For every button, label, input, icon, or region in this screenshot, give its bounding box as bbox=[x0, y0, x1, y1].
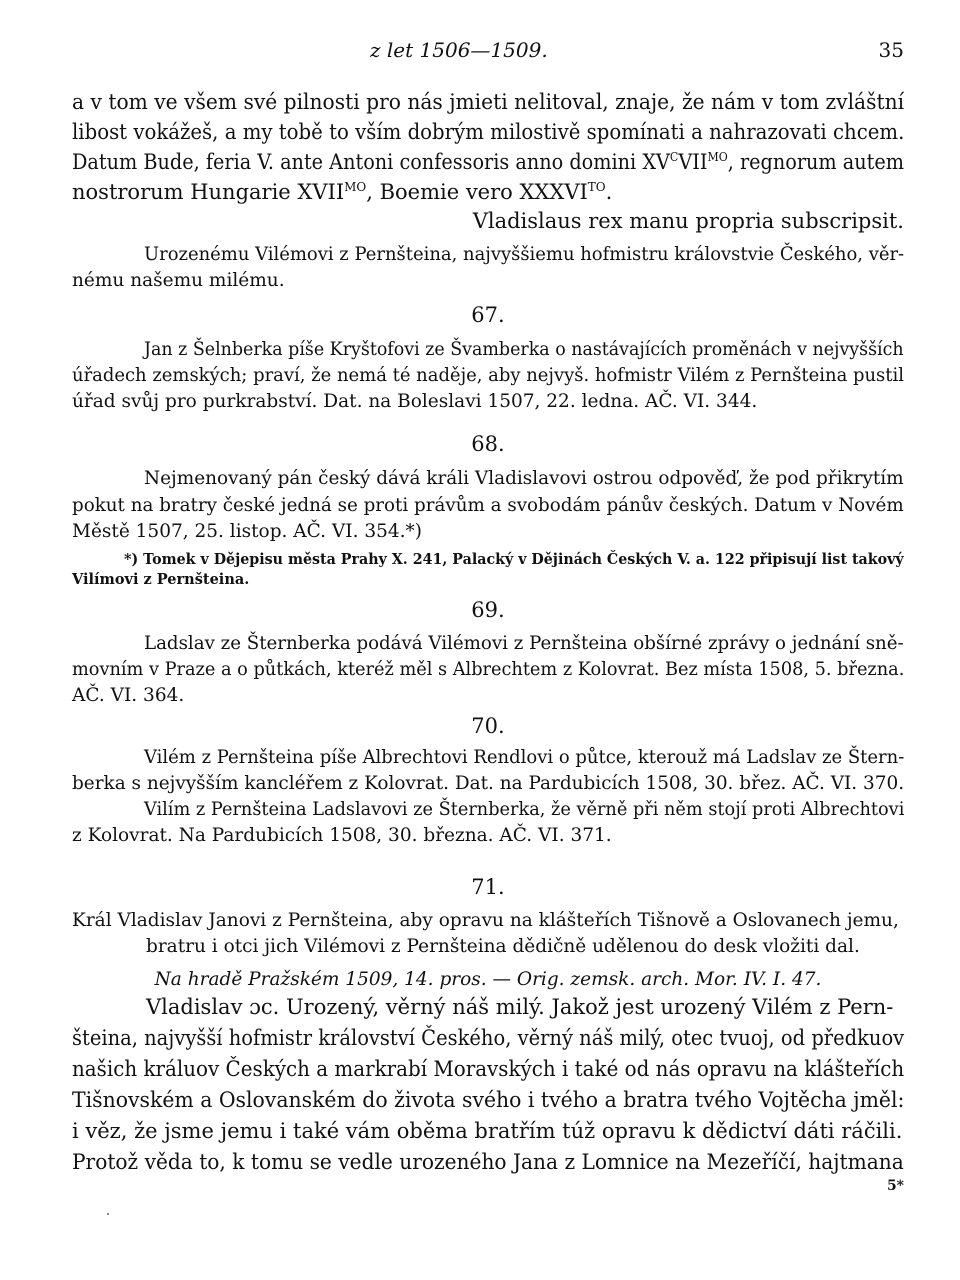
source-line: Na hradě Pražském 1509, 14. pros. — Orig. zemsk. arch. Mor. IV. I. 47. bbox=[154, 969, 822, 990]
letter-line: i věz, že jsme jemu i také vám oběma bratřím túž opravu k dědictví dáti ráčili. bbox=[72, 1119, 903, 1143]
text-run: . bbox=[605, 180, 613, 204]
summary-line: berka s nejvyšším kancléřem z Kolovrat. Dat. na Pardubicích 1508, 30. břez. AČ. VI. 370. bbox=[72, 773, 905, 794]
summary-line: úřad svůj pro purkrabství. Dat. na Boleslavi 1507, 22. ledna. AČ. VI. 344. bbox=[72, 391, 758, 412]
paragraph-line bbox=[72, 178, 904, 206]
running-title: z let 1506—1509. bbox=[370, 38, 548, 62]
letter-line: Vladislav ɔc. Urozený, věrný náš milý. Jakož jest urozený Vilém z Pern- bbox=[146, 995, 894, 1019]
superscript: C bbox=[669, 150, 679, 164]
page-number: 35 bbox=[878, 38, 904, 62]
superscript: TO bbox=[587, 180, 606, 194]
text-run: , regnorum autem bbox=[727, 150, 905, 174]
address-line: Urozenému Vilémovi z Pernšteina, najvyššiemu hofmistru královstvie Českého, věr- bbox=[144, 244, 905, 265]
address-line: nému našemu milému. bbox=[72, 270, 285, 291]
paragraph-line: libost vokážeš, a my tobě to vším dobrým milostivě spomínati a nahrazovati chcem. bbox=[72, 120, 905, 144]
summary-line: z Kolovrat. Na Pardubicích 1508, 30. března. AČ. VI. 371. bbox=[72, 825, 612, 846]
text-run: Datum Bude, feria V. ante Antoni confessoris anno domini XV bbox=[72, 150, 670, 174]
summary-line: movním v Praze a o půtkách, kteréž měl s Albrechtem z Kolovrat. Bez místa 1508, 5. března. bbox=[72, 659, 905, 680]
footnote-line: Vilímovi z Pernšteina. bbox=[72, 571, 250, 588]
letter-line: Tišnovském a Oslovanském do života svého i tvého a bratra tvého Vojtěcha jměl: bbox=[72, 1088, 905, 1112]
footnote-line: *) Tomek v Dějepisu města Prahy X. 241, Palacký v Dějinách Českých V. a. 122 připisují list takový bbox=[124, 551, 904, 568]
entry-number: 70. bbox=[471, 714, 505, 738]
document-page bbox=[72, 0, 904, 1280]
summary-line: Městě 1507, 25. listop. AČ. VI. 354.*) bbox=[72, 521, 423, 542]
entry-number: 71. bbox=[471, 875, 505, 899]
summary-line: Ladslav ze Šternberka podává Vilémovi z Pernšteina obšírné zprávy o jednání sně- bbox=[144, 633, 904, 654]
superscript: MO bbox=[707, 150, 728, 164]
paragraph-line: a v tom ve všem své pilnosti pro nás jmieti nelitoval, znaje, že nám v tom zvláštní bbox=[72, 90, 905, 114]
paragraph-line bbox=[72, 148, 905, 176]
summary-line: Nejmenovaný pán český dává králi Vladislavovi ostrou odpověď, že pod přikrytím bbox=[144, 468, 904, 489]
entry-number: 69. bbox=[471, 598, 505, 622]
entry-number: 68. bbox=[471, 432, 505, 456]
print-speck bbox=[107, 1213, 109, 1215]
summary-line: úřadech zemských; praví, že nemá té naděje, aby nejvyš. hofmistr Vilém z Pernšteina pustil bbox=[72, 365, 904, 386]
text-run: VII bbox=[678, 150, 708, 174]
signature-line: Vladislaus rex manu propria subscripsit. bbox=[472, 209, 904, 233]
summary-line: AČ. VI. 364. bbox=[72, 685, 185, 706]
summary-line: Vilém z Pernšteina píše Albrechtovi Rendlovi o půtce, kterouž má Ladslav ze Štern- bbox=[144, 747, 905, 768]
letter-line: našich králuov Českých a markrabí Moravských i také od nás opravu na klášteřích bbox=[72, 1057, 905, 1081]
letter-line: Protož věda to, k tomu se vedle urozeného Jana z Lomnice na Mezeříčí, hajtmana bbox=[72, 1150, 904, 1174]
text-run: , Boemie vero XXXVI bbox=[366, 180, 588, 204]
summary-line: Jan z Šelnberka píše Kryštofovi ze Švamberka o nastávajících proměnách v nejvyšších bbox=[144, 339, 904, 360]
summary-line: Král Vladislav Janovi z Pernšteina, aby opravu na klášteřích Tišnově a Oslovanech jemu, bbox=[72, 910, 899, 931]
superscript: MO bbox=[344, 180, 367, 194]
letter-line: šteina, najvyšší hofmistr království Českého, věrný náš milý, otec tvuoj, od předkuov bbox=[72, 1026, 905, 1050]
summary-line: bratru i otci jich Vilémovi z Pernšteina dědičně udělenou do desk vložiti dal. bbox=[146, 936, 860, 957]
summary-line: Vilím z Pernšteina Ladslavovi ze Šternberka, že věrně při něm stojí proti Albrechtovi bbox=[144, 799, 905, 820]
text-run: nostrorum Hungarie XVII bbox=[72, 180, 345, 204]
summary-line: pokut na bratry české jedná se proti právům a svobodám pánův českých. Datum v Novém bbox=[72, 495, 904, 516]
page-header bbox=[72, 38, 904, 62]
entry-number: 67. bbox=[471, 303, 505, 327]
sheet-signature-mark: 5* bbox=[886, 1178, 904, 1194]
